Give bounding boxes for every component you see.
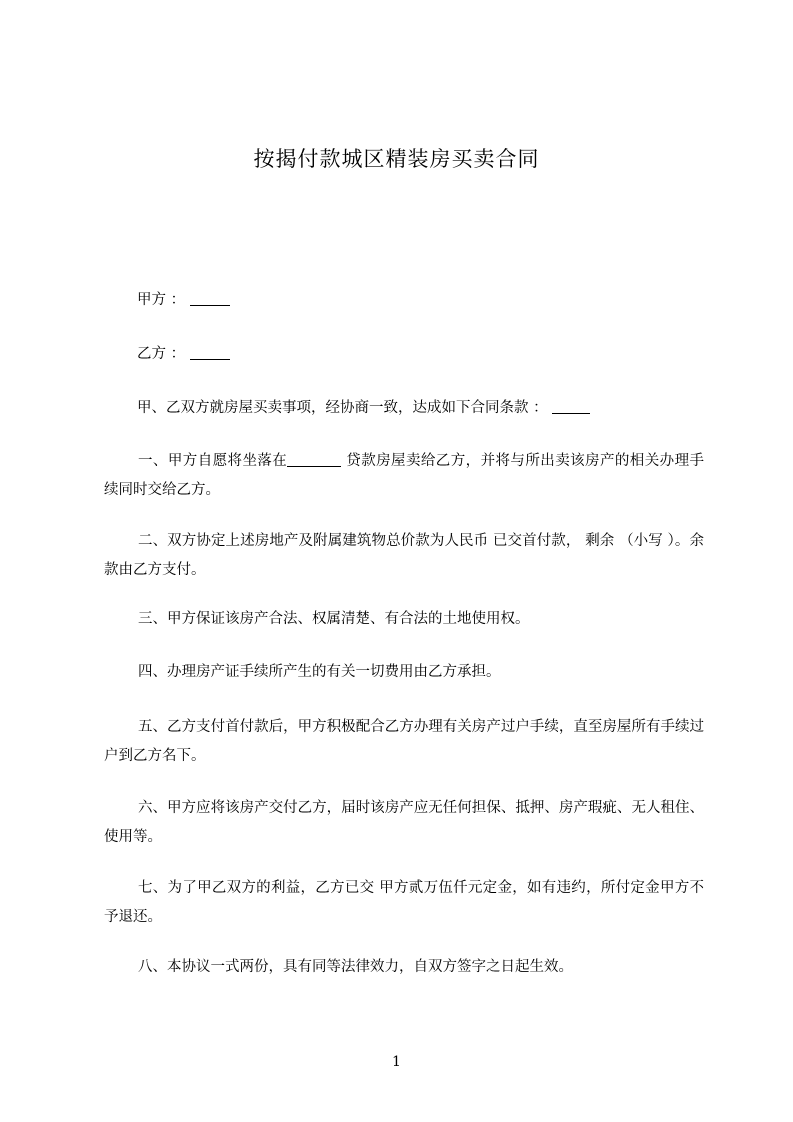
intro-line [137, 394, 590, 422]
intro-text: 甲、乙双方就房屋买卖事项，经协商一致，达成如下合同条款 ： [137, 400, 548, 416]
party-a-blank [190, 289, 230, 306]
document-title: 按揭付款城区精装房买卖合同 [253, 147, 540, 171]
party-a-label: 甲方 ： [137, 292, 186, 308]
clause-5: 五、乙方支付首付款后，甲方积极配合乙方办理有关房产过户手续，直至房屋所有手续过户到乙方名下。 [104, 719, 704, 764]
clause-2: 二、双方协定上述房地产及附属建筑物总价款为人民币 已交首付款， 剩余 （小写 ）。余款由乙方支付。 [104, 533, 704, 578]
clause-1-part1: 一、甲方自愿将坐落在 [138, 453, 288, 469]
clause-8: 八、本协议一式两份，具有同等法律效力，自双方签字之日起生效。 [138, 959, 573, 975]
party-b-blank [190, 343, 230, 360]
clause-4: 四、办理房产证手续所产生的有关一切费用由乙方承担。 [138, 664, 501, 680]
clause-1 [104, 447, 704, 505]
clause-3: 三、甲方保证该房产合法、权属清楚、有合法的土地使用权。 [138, 611, 530, 627]
clause-6: 六、甲方应将该房产交付乙方，届时该房产应无任何担保、抵押、房产瑕疵、无人租住、使用等。 [104, 800, 704, 845]
clause-1-location-blank [287, 450, 341, 467]
clause-1-part2: 贷款房屋卖给乙方，并将与所出卖该房产的相关办理手续同时交给乙方。 [104, 453, 704, 498]
party-b-line [137, 340, 230, 368]
clause-7: 七、为了甲乙双方的利益，乙方已交 甲方贰万伍仟元定金，如有违约，所付定金甲方不予退还。 [104, 880, 704, 925]
party-b-label: 乙方 ： [137, 346, 186, 362]
page-number: 1 [392, 1054, 401, 1070]
party-a-line [137, 286, 230, 314]
intro-blank [552, 397, 590, 414]
